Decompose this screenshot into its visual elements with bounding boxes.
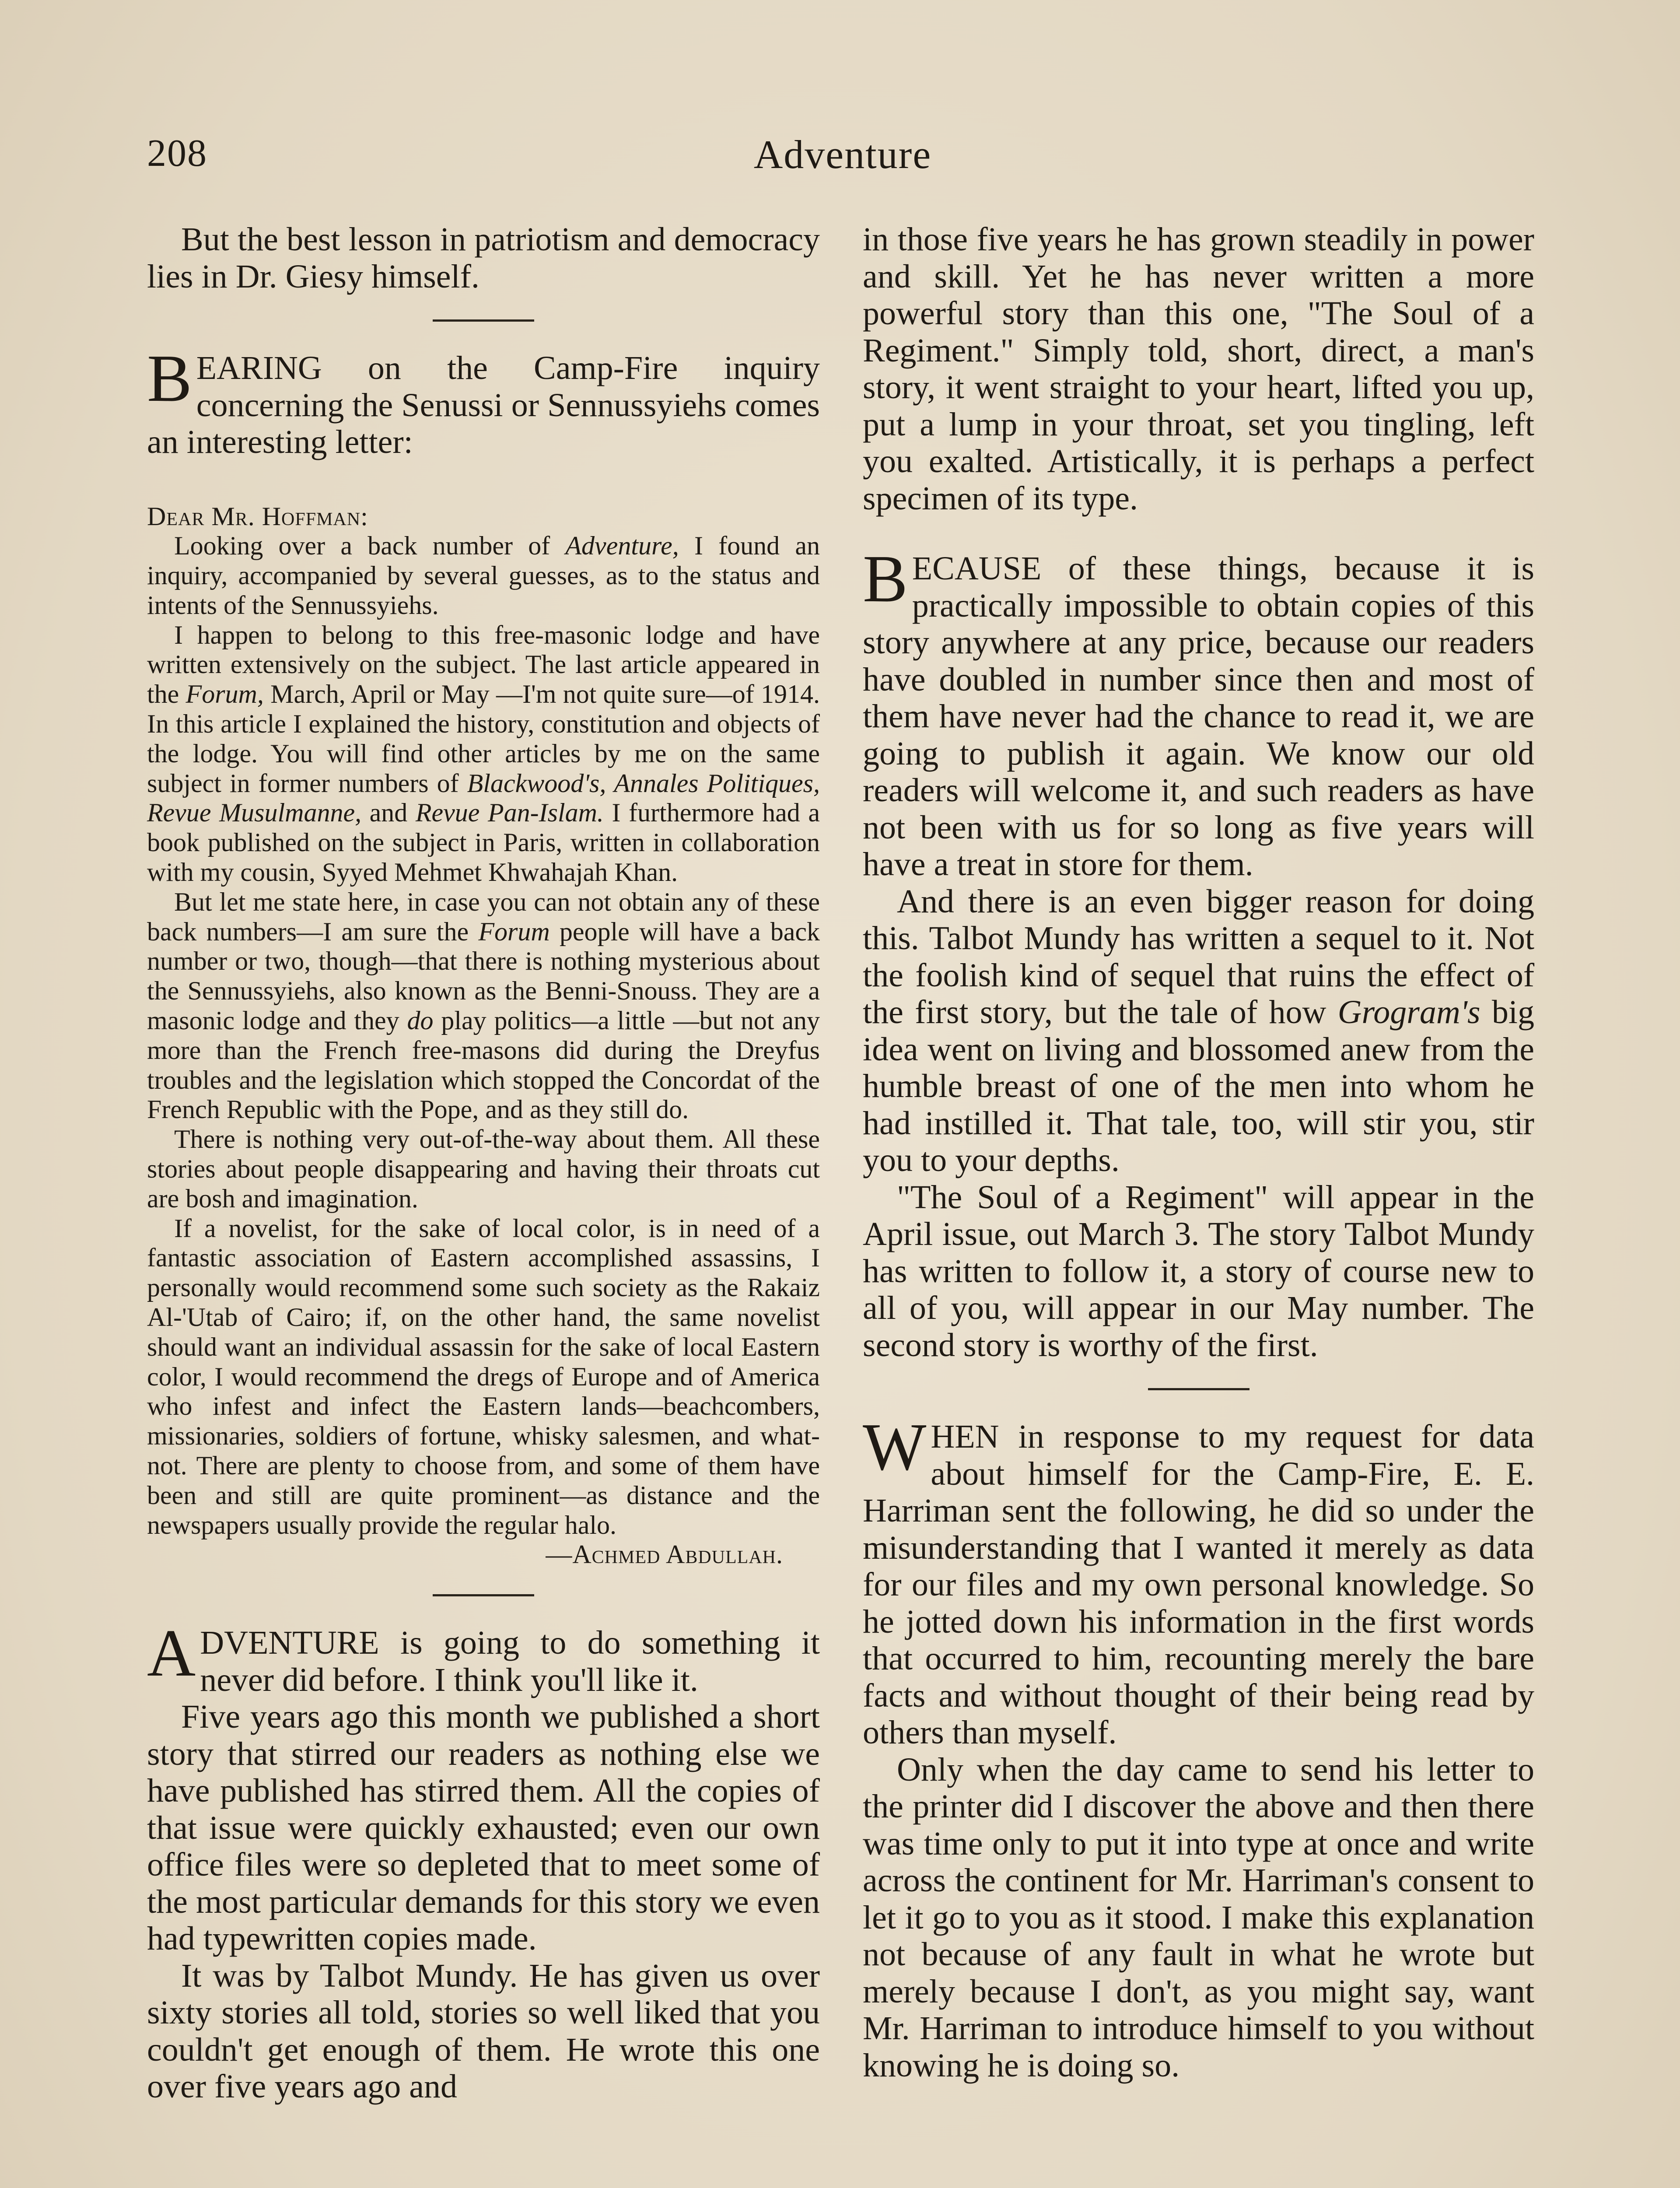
soul-paragraph: "The Soul of a Regiment" will appear in the April issue, out March 3. The story Talbot Mundy has written to follow it, a story of course new to all of you, will appear in our May number. The second story is worthy of the first. <box>863 1178 1534 1364</box>
drop-cap: B <box>863 542 908 616</box>
bearing-caps: EARING <box>196 350 322 386</box>
five-years-paragraph: Five years ago this month we published a short story that stirred our readers as nothing else we have published has stirred them. All the copies of that issue were quickly exhausted; even our own office files were so depleted that to meet some of the most particular demands for this story we even had typewritten copies made. <box>147 1698 820 1957</box>
letter-paragraph-4: There is nothing very out-of-the-way about them. All these stories about people disappearing and having their throats cut are bosh and imagination. <box>147 1125 820 1213</box>
because-paragraph <box>863 542 1534 883</box>
letter-signature: —Achmed Abdullah. <box>546 1540 783 1569</box>
bearing-text: on the Camp-Fire inquiry concerning the Senussi or Sennussyiehs comes an interesting letter: <box>147 350 820 460</box>
continued-paragraph: in those five years he has grown steadily in power and skill. Yet he has never written a more powerful story than this one, "The Soul of a Regiment." Simply told, short, direct, a man's story, it went straight to your heart, lifted you up, put a lump in your throat, set you tingling, left you exalted. Artistically, it is perhaps a perfect specimen of its type. <box>863 221 1534 517</box>
because-caps: ECAUSE <box>912 550 1042 587</box>
bigger-reason-paragraph: And there is an even bigger reason for doing this. Talbot Mundy has written a sequel to it. Not the foolish kind of sequel that ruins the effect of the first story, but the tale of how Grogram's big idea went on living and blossomed anew from the humble breast of one of the men into whom he had instilled it. That tale, too, will stir you, stir you to your depths. <box>863 883 1534 1178</box>
drop-cap: W <box>863 1410 927 1484</box>
only-when-paragraph: Only when the day came to send his letter to the printer did I discover the above and then there was time only to put it into type at once and write across the continent for Mr. Harriman's consent to let it go to you as it stood. I make this explanation not because of any fault in what he wrote but merely because I don't, as you might say, want Mr. Harriman to introduce himself to you without knowing he is doing so. <box>863 1751 1534 2084</box>
bearing-paragraph <box>147 341 820 461</box>
left-column <box>147 221 820 2105</box>
quoted-letter <box>147 502 820 1570</box>
letter-paragraph-1: Looking over a back number of Adventure, I found an inquiry, accompanied by several guesses, as to the status and intents of the Sennussyiehs. <box>147 531 820 620</box>
letter-paragraph-2: I happen to belong to this free-masonic lodge and have written extensively on the subject. The last article appeared in the Forum, March, April or May —I'm not quite sure—of 1914. In this article I explained the history, constitution and objects of the lodge. You will find other articles by me on the same subject in former numbers of Blackwood's, Annales Politiques, Revue Musulmanne, and Revue Pan-Islam. I furthermore had a book published on the subject in Paris, written in collaboration with my cousin, Syyed Mehmet Khwahajah Khan. <box>147 620 820 887</box>
drop-cap: A <box>147 1616 196 1691</box>
right-column <box>863 221 1534 2084</box>
section-divider <box>1148 1388 1250 1390</box>
adventure-paragraph <box>147 1616 820 1698</box>
letter-paragraph-5: If a novelist, for the sake of local color, is in need of a fantastic association of Eastern accomplished assassins, I personally would recommend some such society as the Rakaiz Al-'Utab of Cairo; if, on the other hand, the same novelist should want an individual assassin for the sake of local Eastern color, I would recommend the dregs of Europe and of America who infest and infect the Eastern lands—beachcombers, missionaries, soldiers of fortune, whisky salesmen, and what-not. There are plenty to choose from, and some of them have been and still are quite prominent—as distance and the newspapers usually provide the regular halo. <box>147 1213 820 1539</box>
section-divider <box>433 1594 534 1596</box>
when-paragraph <box>863 1410 1534 1751</box>
section-divider <box>433 319 534 322</box>
intro-paragraph: But the best lesson in patriotism and democracy lies in Dr. Giesy himself. <box>147 221 820 295</box>
letter-paragraph-3: But let me state here, in case you can not obtain any of these back numbers—I am sure the Forum people will have a back number or two, though—that there is nothing mysterious about the Sennussyiehs, also known as the Benni-Snouss. They are a masonic lodge and they do play politics—a little —but not any more than the French free-masons did during the Dreyfus troubles and the legislation which stopped the Concordat of the French Republic with the Pope, and as they still do. <box>147 887 820 1124</box>
drop-cap: B <box>147 341 192 416</box>
when-text: in response to my request for data about himself for the Camp-Fire, E. E. Harriman sent the following, he did so under the misunderstanding that I wanted it merely as data for our files and my own personal knowledge. So he jotted down his information in the first words that occurred to him, recounting merely the bare facts and without thought of their being read by others than myself. <box>863 1418 1534 1751</box>
when-caps: HEN <box>931 1418 999 1455</box>
adventure-caps: DVENTURE <box>200 1624 379 1662</box>
page-number: 208 <box>147 132 207 175</box>
adventure-text: is going to do something it never did before. I think you'll like it. <box>200 1624 820 1698</box>
because-text: of these things, because it is practically impossible to obtain copies of this story anywhere at any price, because our readers have doubled in number since then and most of them have never had the chance to read it, we are going to publish it again. We know our old readers will welcome it, and such readers as have not been with us for so long as five years will have a treat in store for them. <box>863 550 1534 883</box>
running-title: Adventure <box>753 132 932 177</box>
mundy-paragraph: It was by Talbot Mundy. He has given us over sixty stories all told, stories so well liked that you couldn't get enough of them. He wrote this one over five years ago and <box>147 1957 820 2105</box>
page-header <box>147 131 1538 184</box>
letter-salutation: Dear Mr. Hoffman: <box>147 501 368 531</box>
